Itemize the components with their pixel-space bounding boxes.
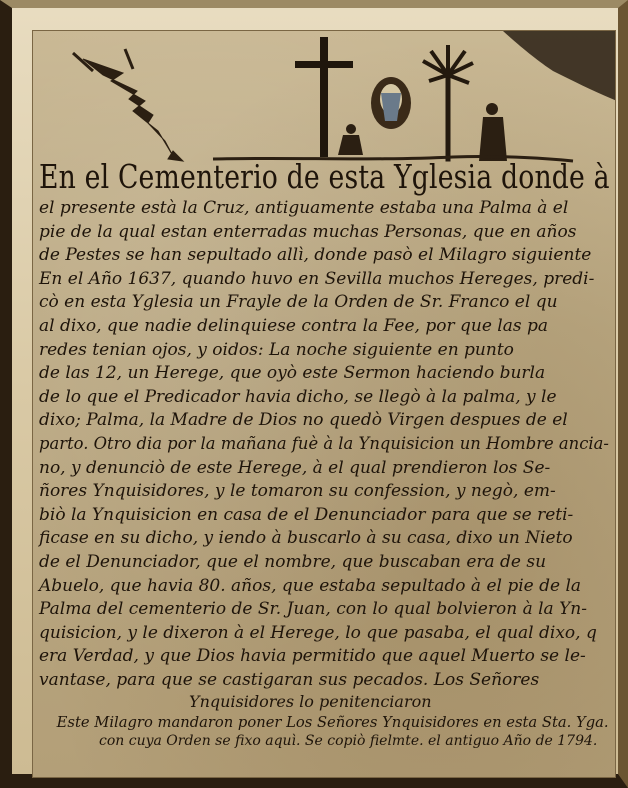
kneeling-figure <box>338 124 363 155</box>
inscription-line-14: biò la Ynquisicion en casa de el Denunciador para que se reti- <box>39 504 574 525</box>
inscription-line-21: vantase, para que se castigaran sus pecados. Los Señores <box>39 669 540 690</box>
palm-tree <box>423 45 473 161</box>
inscription-line-18: Palma del cementerio de Sr. Juan, con lo qual bolvieron à la Yn- <box>39 599 588 620</box>
inscription-line-19: quisicion, y le dixeron à el Herege, lo que pasaba, el qual dixo, q <box>39 622 597 643</box>
inscription-line-7: redes tenian ojos, y oidos: La noche siguiente en punto <box>39 339 514 360</box>
inscription-line-2: pie de la qual estan enterradas muchas Personas, que en años <box>39 221 577 242</box>
inscription-line-6: al dixo, que nadie delinquiese contra la Fee, por que las pa <box>39 315 549 336</box>
inscription-headline: En el Cementerio de esta Yglesia donde à <box>39 157 610 196</box>
inscription-line-3: de Pestes se han sepultado allì, donde pasò el Milagro siguiente <box>39 245 592 266</box>
inscription-line-4: En el Año 1637, quando huvo en Sevilla muchos Hereges, predi- <box>39 268 595 289</box>
inscription-line-10: dixo; Palma, la Madre de Dios no quedò Virgen despues de el <box>39 410 568 431</box>
inscription-closing: Ynquisidores lo penitenciaron <box>189 692 432 712</box>
inscription-line-11: parto. Otro dia por la mañana fuè à la Ynquisicion un Hombre ancia- <box>39 433 609 454</box>
serpent-figure <box>73 49 183 161</box>
footer-line-1: Este Milagro mandaron poner Los Señores Ynquisidores en esta Sta. Yga. <box>56 713 609 732</box>
inscription-line-13: ñores Ynquisidores, y le tomaron su confession, y negò, em- <box>39 481 556 502</box>
painted-panel <box>32 30 616 778</box>
inscription-line-20: era Verdad, y que Dios havia permitido que aquel Muerto se le- <box>39 646 586 667</box>
inscription-line-1: el presente està la Cruz, antiguamente estaba una Palma à el <box>39 198 569 218</box>
virgin-image <box>371 77 411 129</box>
inscription-text <box>39 157 611 750</box>
inscription-line-5: cò en esta Yglesia un Frayle de la Orden de Sr. Franco el qu <box>39 292 558 313</box>
footer-line-2: con cuya Orden se fixo aquì. Se copiò fielmte. el antiguo Año de 1794. <box>99 733 598 750</box>
standing-figure <box>479 103 507 161</box>
inscription-line-9: de lo que el Predicador havia dicho, se llegò à la palma, y le <box>39 386 557 407</box>
inscription-line-17: Abuelo, que havia 80. años, que estaba sepultado à el pie de la <box>39 575 582 596</box>
dark-sky <box>503 31 616 101</box>
inscription-line-16: de el Denunciador, que el nombre, que buscaban era de su <box>39 551 547 572</box>
inscription-line-12: no, y denunciò de este Herege, à el qual prendieron los Se- <box>39 457 551 478</box>
inscription-line-15: ficase en su dicho, y iendo à buscarlo à su casa, dixo un Nieto <box>39 528 573 549</box>
inscription-line-8: de las 12, un Herege, que oyò este Sermon haciendo burla <box>39 363 546 384</box>
